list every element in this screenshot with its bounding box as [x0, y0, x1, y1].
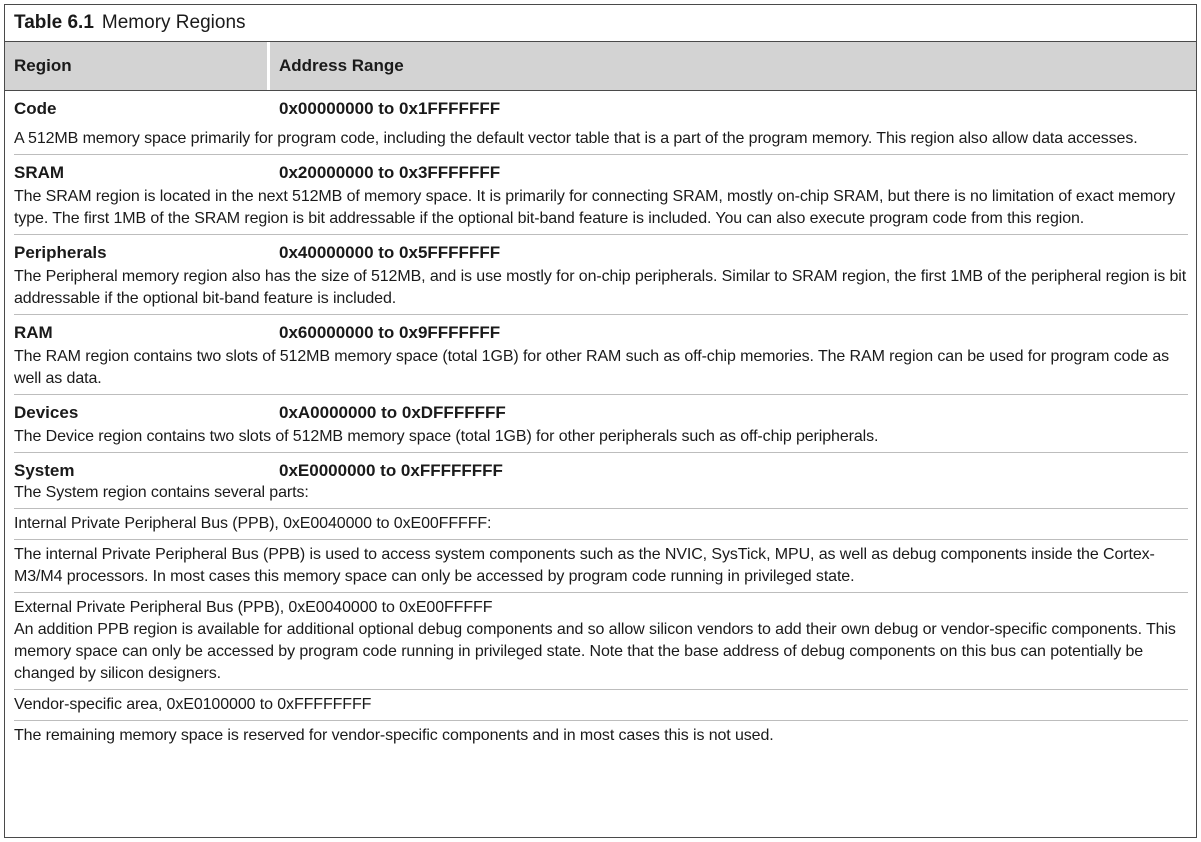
region-name: SRAM — [14, 163, 65, 182]
table-header — [5, 42, 1196, 91]
region-range: 0xA0000000 to 0xDFFFFFFF — [279, 403, 506, 422]
region-row-ram — [14, 315, 1188, 344]
region-row-sram — [14, 155, 1188, 184]
region-row-system — [14, 453, 1188, 482]
memory-regions-table — [4, 4, 1197, 838]
region-description: A 512MB memory space primarily for program code, including the default vector table that is a part of the program memory. This region also allow data accesses. — [14, 120, 1188, 155]
system-paragraph: Internal Private Peripheral Bus (PPB), 0xE0040000 to 0xE00FFFFF: — [14, 509, 1188, 540]
region-name: Peripherals — [14, 243, 107, 262]
system-paragraph: External Private Peripheral Bus (PPB), 0xE0040000 to 0xE00FFFFF — [14, 599, 493, 616]
system-paragraph: The remaining memory space is reserved for vendor-specific components and in most cases this is not used. — [14, 727, 774, 744]
system-paragraph: The System region contains several parts: — [14, 482, 1188, 509]
region-range: 0xE0000000 to 0xFFFFFFFF — [279, 461, 503, 480]
table-title: Memory Regions — [101, 12, 246, 33]
region-description: The RAM region contains two slots of 512MB memory space (total 1GB) for other RAM such as off-chip memories. The RAM region can be used for program code as well as data. — [14, 344, 1188, 395]
region-name: Code — [14, 99, 57, 118]
region-row-peripherals — [14, 235, 1188, 264]
region-name: System — [14, 461, 75, 480]
region-name: Devices — [14, 403, 79, 422]
region-row-code — [14, 91, 1188, 120]
header-region: Region — [5, 42, 267, 90]
region-description: The Device region contains two slots of 512MB memory space (total 1GB) for other peripherals such as off-chip peripherals. — [14, 424, 1188, 453]
system-paragraph: The internal Private Peripheral Bus (PPB) is used to access system components such as the NVIC, SysTick, MPU, as well as debug components inside the Cortex-M3/M4 processors. In most cases this memory space can only be accessed by program code running in privileged state. — [14, 540, 1188, 593]
region-range: 0x60000000 to 0x9FFFFFFF — [279, 323, 501, 342]
system-paragraph: An addition PPB region is available for additional optional debug components and so allow silicon vendors to add their own debug or vendor-specific components. This memory space can only be accessed by program code running in privileged state. Note that the base address of debug components on this bus can potentially be changed by silicon designers. — [14, 619, 1188, 690]
table-body — [5, 91, 1196, 751]
region-description: The Peripheral memory region also has the size of 512MB, and is use mostly for on-chip peripherals. Similar to SRAM region, the first 1MB of the peripheral region is bit addressable if the optional bit-band feature is included. — [14, 264, 1188, 315]
region-range: 0x00000000 to 0x1FFFFFFF — [279, 99, 501, 118]
table-caption — [5, 5, 1196, 42]
region-name: RAM — [14, 323, 53, 342]
header-address-range: Address Range — [270, 42, 1196, 90]
system-paragraph: Vendor-specific area, 0xE0100000 to 0xFFFFFFFF — [14, 690, 1188, 721]
region-range: 0x20000000 to 0x3FFFFFFF — [279, 163, 501, 182]
region-range: 0x40000000 to 0x5FFFFFFF — [279, 243, 501, 262]
region-description: The SRAM region is located in the next 512MB of memory space. It is primarily for connecting SRAM, mostly on-chip SRAM, but there is no limitation of exact memory type. The first 1MB of the SRAM region is bit addressable if the optional bit-band feature is included. You can also execute program code from this region. — [14, 184, 1188, 235]
region-row-devices — [14, 395, 1188, 424]
table-number: Table 6.1 — [14, 12, 94, 33]
